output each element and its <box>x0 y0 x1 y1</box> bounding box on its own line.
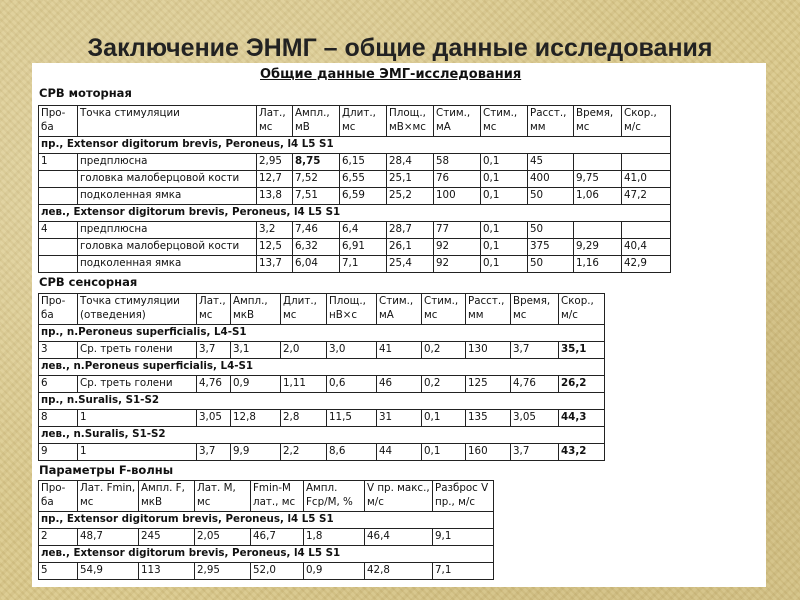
table-cell: головка малоберцовой кости <box>78 171 257 188</box>
table-row <box>39 376 605 393</box>
table-cell: 77 <box>434 222 481 239</box>
table-cell: 130 <box>466 342 511 359</box>
table-row <box>39 171 671 188</box>
side-row <box>39 546 494 563</box>
table-cell <box>574 222 622 239</box>
table-cell: 1,16 <box>574 256 622 273</box>
table-cell <box>574 154 622 171</box>
table-row <box>39 222 671 239</box>
table-cell: 52,0 <box>251 563 304 580</box>
table-cell: 0,1 <box>481 188 528 205</box>
table-cell: 26,2 <box>559 376 605 393</box>
column-header: Ампл., мВ <box>293 106 340 137</box>
column-header: Точка стимуляции (отведения) <box>78 294 197 325</box>
table-cell: 2,2 <box>281 444 327 461</box>
table-cell: 58 <box>434 154 481 171</box>
table-cell: 2,95 <box>257 154 293 171</box>
table-cell: предплюсна <box>78 222 257 239</box>
side-row <box>39 427 605 444</box>
table-cell: 6,4 <box>340 222 387 239</box>
side-label: пр., Extensor digitorum brevis, Peroneus, l4 L5 S1 <box>39 137 671 154</box>
side-row <box>39 393 605 410</box>
table-cell: 31 <box>377 410 422 427</box>
table-cell: 135 <box>466 410 511 427</box>
table-cell <box>39 171 78 188</box>
column-header: Стим., мА <box>434 106 481 137</box>
table-cell: 6,59 <box>340 188 387 205</box>
table-cell: 0,1 <box>481 154 528 171</box>
side-label: лев., n.Peroneus superficialis, L4-S1 <box>39 359 605 376</box>
table-cell: 0,1 <box>422 410 466 427</box>
table-cell: 8,6 <box>327 444 377 461</box>
table-cell: 3,7 <box>511 444 559 461</box>
table-cell: 7,51 <box>293 188 340 205</box>
table-cell: 7,46 <box>293 222 340 239</box>
side-label: лев., n.Suralis, S1-S2 <box>39 427 605 444</box>
table-cell: 12,7 <box>257 171 293 188</box>
table-cell: 50 <box>528 222 574 239</box>
table-cell: 3,05 <box>511 410 559 427</box>
table-cell: 50 <box>528 256 574 273</box>
column-header: Про-ба <box>39 481 78 512</box>
table-cell: 46 <box>377 376 422 393</box>
column-header: Разброс V пр., м/с <box>433 481 494 512</box>
table-cell: 7,1 <box>340 256 387 273</box>
table-cell: 3 <box>39 342 78 359</box>
table-cell: 28,4 <box>387 154 434 171</box>
column-header: Стим., мс <box>481 106 528 137</box>
side-label: лев., Extensor digitorum brevis, Peroneus, l4 L5 S1 <box>39 205 671 222</box>
side-row <box>39 359 605 376</box>
table-cell: 3,1 <box>231 342 281 359</box>
header-row <box>39 481 494 512</box>
table-cell: 1,06 <box>574 188 622 205</box>
table-cell: 113 <box>139 563 195 580</box>
table-cell: 3,05 <box>197 410 231 427</box>
table-row <box>39 563 494 580</box>
table-cell: 46,4 <box>365 529 433 546</box>
table-cell: 1,11 <box>281 376 327 393</box>
table-row <box>39 529 494 546</box>
table-cell: 12,5 <box>257 239 293 256</box>
column-header: Длит., мс <box>340 106 387 137</box>
table-cell: 6,04 <box>293 256 340 273</box>
motor-table <box>38 105 671 273</box>
table-cell: 3,7 <box>197 342 231 359</box>
table-cell: 13,8 <box>257 188 293 205</box>
table-cell: 42,8 <box>365 563 433 580</box>
table-cell: 9,9 <box>231 444 281 461</box>
table-cell <box>622 154 671 171</box>
table-cell: 11,5 <box>327 410 377 427</box>
table-cell: 1,8 <box>304 529 365 546</box>
column-header: Лат. Fmin, мс <box>78 481 139 512</box>
table-cell: 9 <box>39 444 78 461</box>
column-header: Площ., нВ×с <box>327 294 377 325</box>
table-cell: 0,2 <box>422 342 466 359</box>
fwave-section-title: Параметры F-волны <box>39 463 174 477</box>
table-cell: Ср. треть голени <box>78 376 197 393</box>
table-cell: предплюсна <box>78 154 257 171</box>
table-cell: 0,9 <box>231 376 281 393</box>
slide-title: Заключение ЭНМГ – общие данные исследования <box>87 34 713 62</box>
table-cell: 2,95 <box>195 563 251 580</box>
table-cell: 7,1 <box>433 563 494 580</box>
table-cell: 3,2 <box>257 222 293 239</box>
table-cell: 25,2 <box>387 188 434 205</box>
table-cell: 44,3 <box>559 410 605 427</box>
column-header: Точка стимуляции <box>78 106 257 137</box>
table-cell: 6,91 <box>340 239 387 256</box>
table-cell: 26,1 <box>387 239 434 256</box>
table-cell: 2,05 <box>195 529 251 546</box>
table-row <box>39 342 605 359</box>
table-cell: 0,6 <box>327 376 377 393</box>
table-row <box>39 188 671 205</box>
side-row <box>39 137 671 154</box>
fwave-table <box>38 480 494 580</box>
document-page <box>32 63 766 587</box>
table-cell: 9,1 <box>433 529 494 546</box>
column-header: Лат., мс <box>257 106 293 137</box>
table-cell <box>39 239 78 256</box>
side-row <box>39 205 671 222</box>
column-header: Лат. M, мс <box>195 481 251 512</box>
column-header: Лат., мс <box>197 294 231 325</box>
table-cell: 46,7 <box>251 529 304 546</box>
table-cell: 25,1 <box>387 171 434 188</box>
table-cell <box>39 188 78 205</box>
column-header: Расст., мм <box>466 294 511 325</box>
side-label: пр., Extensor digitorum brevis, Peroneus, l4 L5 S1 <box>39 512 494 529</box>
table-cell: головка малоберцовой кости <box>78 239 257 256</box>
table-cell: 2,0 <box>281 342 327 359</box>
table-cell: 54,9 <box>78 563 139 580</box>
table-cell: 40,4 <box>622 239 671 256</box>
column-header: Ампл. Fср/M, % <box>304 481 365 512</box>
table-cell: 92 <box>434 256 481 273</box>
table-cell: 12,8 <box>231 410 281 427</box>
side-label: пр., n.Suralis, S1-S2 <box>39 393 605 410</box>
table-cell: 0,1 <box>481 171 528 188</box>
table-cell: 9,29 <box>574 239 622 256</box>
table-cell: 400 <box>528 171 574 188</box>
table-row <box>39 154 671 171</box>
table-cell: 2 <box>39 529 78 546</box>
sensory-table <box>38 293 605 461</box>
column-header: Скор., м/с <box>559 294 605 325</box>
header-row <box>39 106 671 137</box>
table-cell: 0,1 <box>422 444 466 461</box>
table-cell: 48,7 <box>78 529 139 546</box>
table-cell: 76 <box>434 171 481 188</box>
table-cell: подколенная ямка <box>78 188 257 205</box>
table-cell: 44 <box>377 444 422 461</box>
table-cell <box>622 222 671 239</box>
column-header: Скор., м/с <box>622 106 671 137</box>
table-cell: 160 <box>466 444 511 461</box>
column-header: V пр. макс., м/с <box>365 481 433 512</box>
column-header: Стим., мс <box>422 294 466 325</box>
table-cell: 1 <box>78 444 197 461</box>
table-cell: Ср. треть голени <box>78 342 197 359</box>
column-header: Длит., мс <box>281 294 327 325</box>
table-row <box>39 410 605 427</box>
table-cell: 35,1 <box>559 342 605 359</box>
table-cell: 2,8 <box>281 410 327 427</box>
side-label: пр., n.Peroneus superficialis, L4-S1 <box>39 325 605 342</box>
document-title: Общие данные ЭМГ-исследования <box>260 67 522 82</box>
table-cell: 42,9 <box>622 256 671 273</box>
sensory-section-title: СРВ сенсорная <box>39 275 138 289</box>
table-cell: 375 <box>528 239 574 256</box>
table-cell: 0,1 <box>481 256 528 273</box>
table-cell: 3,7 <box>197 444 231 461</box>
motor-section-title: СРВ моторная <box>39 86 132 100</box>
table-cell: 25,4 <box>387 256 434 273</box>
table-cell: 41,0 <box>622 171 671 188</box>
table-cell: 43,2 <box>559 444 605 461</box>
table-cell: 6,32 <box>293 239 340 256</box>
table-cell: 8,75 <box>293 154 340 171</box>
column-header: Ампл. F, мкВ <box>139 481 195 512</box>
table-cell: 1 <box>39 154 78 171</box>
table-cell: 125 <box>466 376 511 393</box>
column-header: Ампл., мкВ <box>231 294 281 325</box>
table-row <box>39 256 671 273</box>
table-cell: 0,1 <box>481 222 528 239</box>
column-header: Площ., мВ×мс <box>387 106 434 137</box>
table-cell: 100 <box>434 188 481 205</box>
table-cell: 6,15 <box>340 154 387 171</box>
table-cell: 0,9 <box>304 563 365 580</box>
side-row <box>39 325 605 342</box>
column-header: Время, мс <box>511 294 559 325</box>
table-cell: 13,7 <box>257 256 293 273</box>
table-cell: 47,2 <box>622 188 671 205</box>
column-header: Расст., мм <box>528 106 574 137</box>
column-header: Стим., мА <box>377 294 422 325</box>
column-header: Fmin-M лат., мс <box>251 481 304 512</box>
table-cell: 5 <box>39 563 78 580</box>
table-cell: 0,1 <box>481 239 528 256</box>
column-header: Время, мс <box>574 106 622 137</box>
table-cell: подколенная ямка <box>78 256 257 273</box>
table-cell: 28,7 <box>387 222 434 239</box>
table-cell: 50 <box>528 188 574 205</box>
side-label: лев., Extensor digitorum brevis, Peroneus, l4 L5 S1 <box>39 546 494 563</box>
header-row <box>39 294 605 325</box>
table-cell: 7,52 <box>293 171 340 188</box>
table-cell: 8 <box>39 410 78 427</box>
table-row <box>39 444 605 461</box>
table-cell: 6 <box>39 376 78 393</box>
table-cell: 92 <box>434 239 481 256</box>
table-cell: 0,2 <box>422 376 466 393</box>
table-cell: 4,76 <box>511 376 559 393</box>
column-header: Про-ба <box>39 106 78 137</box>
table-cell: 4 <box>39 222 78 239</box>
table-cell: 4,76 <box>197 376 231 393</box>
table-cell <box>39 256 78 273</box>
table-cell: 3,0 <box>327 342 377 359</box>
table-cell: 245 <box>139 529 195 546</box>
table-cell: 9,75 <box>574 171 622 188</box>
side-row <box>39 512 494 529</box>
table-cell: 6,55 <box>340 171 387 188</box>
table-cell: 3,7 <box>511 342 559 359</box>
table-cell: 45 <box>528 154 574 171</box>
table-row <box>39 239 671 256</box>
column-header: Про-ба <box>39 294 78 325</box>
table-cell: 1 <box>78 410 197 427</box>
table-cell: 41 <box>377 342 422 359</box>
